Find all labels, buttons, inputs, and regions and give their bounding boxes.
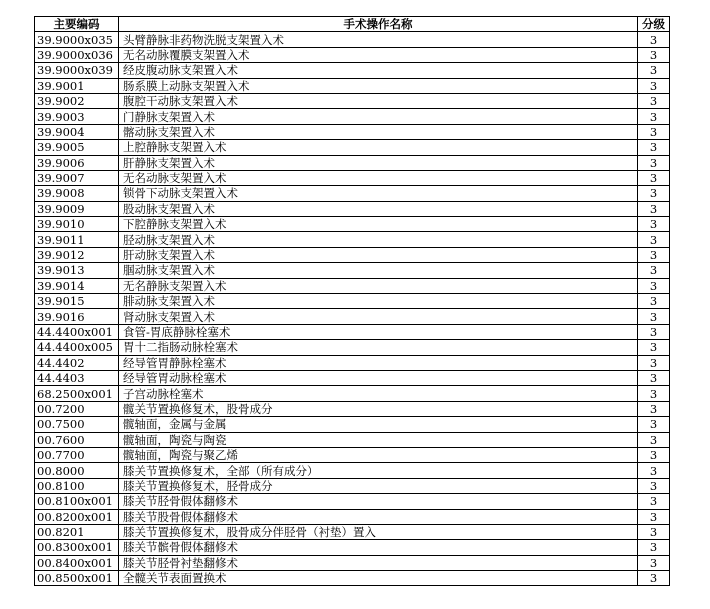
row-name: 无名静脉支架置入术: [119, 278, 638, 293]
row-name: 锁骨下动脉支架置入术: [119, 186, 638, 201]
row-code: 39.9010: [35, 217, 119, 232]
row-name: 髋轴面，陶瓷与陶瓷: [119, 432, 638, 447]
row-grade: 3: [638, 170, 670, 185]
row-name: 肠系膜上动脉支架置入术: [119, 78, 638, 93]
row-grade: 3: [638, 247, 670, 262]
row-code: 39.9001: [35, 78, 119, 93]
row-grade: 3: [638, 401, 670, 416]
table-row: [35, 494, 670, 509]
table-row: [35, 170, 670, 185]
procedure-table: [34, 16, 670, 586]
row-name: 腹腔干动脉支架置入术: [119, 93, 638, 108]
row-code: 00.7200: [35, 401, 119, 416]
table-row: [35, 432, 670, 447]
row-code: 44.4400x001: [35, 324, 119, 339]
row-code: 00.8400x001: [35, 555, 119, 570]
row-name: 胃十二指肠动脉栓塞术: [119, 340, 638, 355]
row-code: 00.8201: [35, 524, 119, 539]
row-grade: 3: [638, 540, 670, 555]
row-name: 全髋关节表面置换术: [119, 571, 638, 586]
row-code: 39.9011: [35, 232, 119, 247]
table-row: [35, 355, 670, 370]
row-code: 00.8100: [35, 478, 119, 493]
row-name: 肝动脉支架置入术: [119, 247, 638, 262]
row-code: 39.9003: [35, 109, 119, 124]
row-code: 44.4402: [35, 355, 119, 370]
row-name: 膝关节胫骨假体翻修术: [119, 494, 638, 509]
row-grade: 3: [638, 370, 670, 385]
row-grade: 3: [638, 124, 670, 139]
table-row: [35, 309, 670, 324]
row-grade: 3: [638, 494, 670, 509]
row-code: 00.8200x001: [35, 509, 119, 524]
row-code: 39.9009: [35, 201, 119, 216]
row-grade: 3: [638, 432, 670, 447]
row-code: 39.9012: [35, 247, 119, 262]
table-row: [35, 263, 670, 278]
row-code: 39.9013: [35, 263, 119, 278]
table-row: [35, 155, 670, 170]
row-name: 膝关节髌骨假体翻修术: [119, 540, 638, 555]
row-grade: 3: [638, 417, 670, 432]
table-body: [35, 32, 670, 586]
row-grade: 3: [638, 109, 670, 124]
row-name: 髋轴面，陶瓷与聚乙烯: [119, 447, 638, 462]
table-row: [35, 509, 670, 524]
row-grade: 3: [638, 201, 670, 216]
row-code: 00.8100x001: [35, 494, 119, 509]
row-grade: 3: [638, 186, 670, 201]
row-code: 44.4403: [35, 370, 119, 385]
row-grade: 3: [638, 140, 670, 155]
row-code: 00.8000: [35, 463, 119, 478]
header-name: 手术操作名称: [119, 17, 638, 32]
table-row: [35, 109, 670, 124]
row-name: 无名动脉覆膜支架置入术: [119, 47, 638, 62]
row-code: 39.9007: [35, 170, 119, 185]
row-grade: 3: [638, 232, 670, 247]
table-row: [35, 63, 670, 78]
table-row: [35, 524, 670, 539]
row-code: 39.9002: [35, 93, 119, 108]
row-grade: 3: [638, 386, 670, 401]
row-name: 经皮腹动脉支架置入术: [119, 63, 638, 78]
row-grade: 3: [638, 93, 670, 108]
row-grade: 3: [638, 263, 670, 278]
row-code: 44.4400x005: [35, 340, 119, 355]
table-row: [35, 401, 670, 416]
row-code: 39.9016: [35, 309, 119, 324]
row-grade: 3: [638, 63, 670, 78]
row-grade: 3: [638, 478, 670, 493]
row-grade: 3: [638, 32, 670, 47]
row-name: 膝关节置换修复术，全部（所有成分）: [119, 463, 638, 478]
table-row: [35, 247, 670, 262]
row-code: 39.9008: [35, 186, 119, 201]
table-row: [35, 124, 670, 139]
row-grade: 3: [638, 524, 670, 539]
row-code: 00.7700: [35, 447, 119, 462]
row-code: 39.9005: [35, 140, 119, 155]
table-header-row: [35, 17, 670, 32]
row-grade: 3: [638, 509, 670, 524]
row-grade: 3: [638, 47, 670, 62]
table-row: [35, 555, 670, 570]
row-grade: 3: [638, 555, 670, 570]
row-name: 无名动脉支架置入术: [119, 170, 638, 185]
table-row: [35, 32, 670, 47]
table-row: [35, 201, 670, 216]
table-row: [35, 478, 670, 493]
row-name: 门静脉支架置入术: [119, 109, 638, 124]
row-grade: 3: [638, 294, 670, 309]
row-grade: 3: [638, 309, 670, 324]
row-name: 经导管胃动脉栓塞术: [119, 370, 638, 385]
row-grade: 3: [638, 278, 670, 293]
row-grade: 3: [638, 78, 670, 93]
table-row: [35, 93, 670, 108]
row-name: 肝静脉支架置入术: [119, 155, 638, 170]
table-row: [35, 324, 670, 339]
table-row: [35, 217, 670, 232]
table-row: [35, 386, 670, 401]
table-row: [35, 447, 670, 462]
table-row: [35, 278, 670, 293]
row-name: 胫动脉支架置入术: [119, 232, 638, 247]
row-grade: 3: [638, 447, 670, 462]
table-row: [35, 186, 670, 201]
table-row: [35, 140, 670, 155]
row-grade: 3: [638, 340, 670, 355]
row-name: 上腔静脉支架置入术: [119, 140, 638, 155]
table-row: [35, 540, 670, 555]
table-row: [35, 78, 670, 93]
row-name: 膝关节股骨假体翻修术: [119, 509, 638, 524]
row-code: 39.9015: [35, 294, 119, 309]
row-name: 髂动脉支架置入术: [119, 124, 638, 139]
row-grade: 3: [638, 324, 670, 339]
row-name: 腘动脉支架置入术: [119, 263, 638, 278]
table-row: [35, 370, 670, 385]
row-grade: 3: [638, 217, 670, 232]
table-row: [35, 294, 670, 309]
row-grade: 3: [638, 571, 670, 586]
table-row: [35, 571, 670, 586]
table-row: [35, 47, 670, 62]
row-code: 39.9000x039: [35, 63, 119, 78]
document-page: [34, 16, 670, 586]
row-code: 39.9000x035: [35, 32, 119, 47]
row-code: 00.7600: [35, 432, 119, 447]
row-name: 腓动脉支架置入术: [119, 294, 638, 309]
row-code: 00.8300x001: [35, 540, 119, 555]
table-row: [35, 340, 670, 355]
row-grade: 3: [638, 155, 670, 170]
table-row: [35, 463, 670, 478]
row-code: 68.2500x001: [35, 386, 119, 401]
row-name: 经导管胃静脉栓塞术: [119, 355, 638, 370]
row-name: 髋关节置换修复术，股骨成分: [119, 401, 638, 416]
table-row: [35, 417, 670, 432]
header-grade: 分级: [638, 17, 670, 32]
row-code: 00.8500x001: [35, 571, 119, 586]
row-code: 39.9006: [35, 155, 119, 170]
row-name: 膝关节置换修复术，股骨成分伴胫骨（衬垫）置入: [119, 524, 638, 539]
row-code: 39.9000x036: [35, 47, 119, 62]
table-row: [35, 232, 670, 247]
row-code: 39.9014: [35, 278, 119, 293]
row-name: 食管-胃底静脉栓塞术: [119, 324, 638, 339]
row-name: 膝关节置换修复术，胫骨成分: [119, 478, 638, 493]
row-grade: 3: [638, 463, 670, 478]
row-name: 下腔静脉支架置入术: [119, 217, 638, 232]
row-name: 髋轴面，金属与金属: [119, 417, 638, 432]
row-name: 肾动脉支架置入术: [119, 309, 638, 324]
row-name: 膝关节胫骨衬垫翻修术: [119, 555, 638, 570]
row-name: 头臂静脉非药物洗脱支架置入术: [119, 32, 638, 47]
row-grade: 3: [638, 355, 670, 370]
row-code: 39.9004: [35, 124, 119, 139]
header-code: 主要编码: [35, 17, 119, 32]
row-name: 子宫动脉栓塞术: [119, 386, 638, 401]
row-code: 00.7500: [35, 417, 119, 432]
row-name: 股动脉支架置入术: [119, 201, 638, 216]
